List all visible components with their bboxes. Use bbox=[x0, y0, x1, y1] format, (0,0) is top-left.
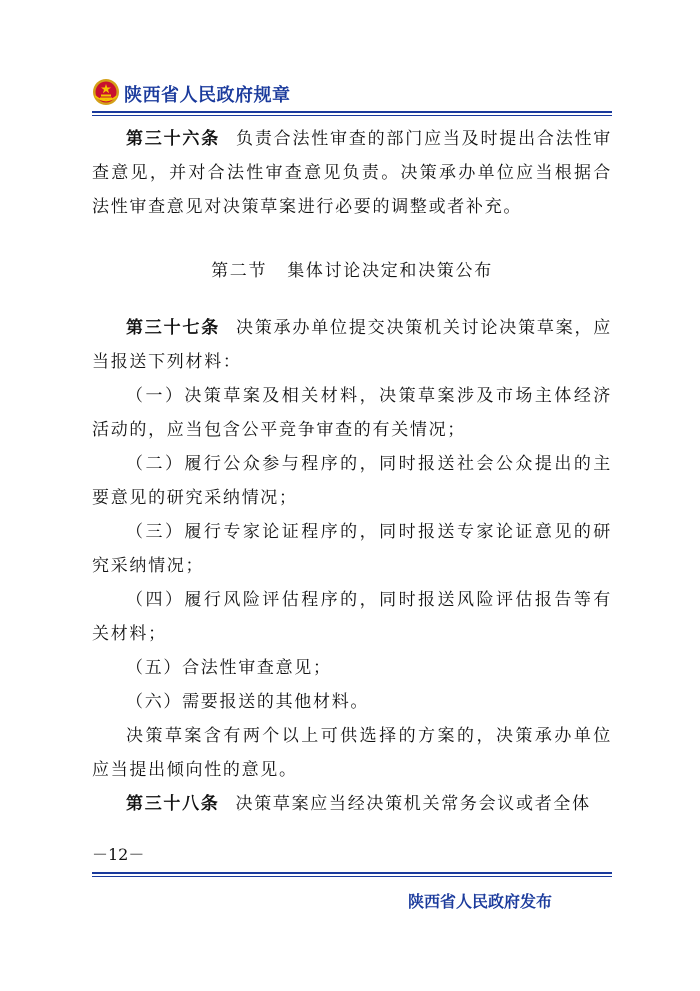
header-rule-thin bbox=[92, 115, 612, 116]
article-37-item: （四）履行风险评估程序的，同时报送风险评估报告等有关材料； bbox=[92, 590, 612, 644]
article-37-closing: 决策草案含有两个以上可供选择的方案的，决策承办单位应当提出倾向性的意见。 bbox=[92, 726, 612, 780]
article-37-label: 第三十七条 bbox=[126, 318, 221, 338]
section-title: 集体讨论决定和决策公布 bbox=[287, 261, 493, 281]
article-37-item: （三）履行专家论证程序的，同时报送专家论证意见的研究采纳情况； bbox=[92, 522, 612, 576]
national-emblem-icon bbox=[92, 78, 120, 106]
article-38 bbox=[92, 787, 612, 821]
article-37-text: 决策承办单位提交决策机关讨论决策草案，应当报送下列材料： bbox=[92, 318, 613, 372]
article-37-item: （六）需要报送的其他材料。 bbox=[126, 692, 370, 712]
article-37-item: （一）决策草案及相关材料，决策草案涉及市场主体经济活动的，应当包含公平竞争审查的有关情况； bbox=[92, 386, 612, 440]
page-number: －12－ bbox=[92, 845, 145, 864]
article-36 bbox=[92, 122, 612, 224]
article-37-item: （五）合法性审查意见； bbox=[126, 658, 332, 678]
page-header bbox=[92, 76, 612, 116]
footer-publisher: 陕西省人民政府发布 bbox=[407, 892, 552, 911]
section-number: 第二节 bbox=[211, 261, 268, 281]
section-heading bbox=[92, 256, 612, 281]
footer-rule-thin bbox=[92, 876, 612, 877]
article-38-label: 第三十八条 bbox=[126, 794, 220, 814]
article-36-label: 第三十六条 bbox=[126, 129, 221, 149]
header-title: 陕西省人民政府规章 bbox=[124, 85, 291, 106]
header-rule bbox=[92, 111, 612, 113]
article-37 bbox=[92, 311, 612, 379]
article-36-text: 负责合法性审查的部门应当及时提出合法性审查意见，并对合法性审查意见负责。决策承办单位应当根据合法性审查意见对决策草案进行必要的调整或者补充。 bbox=[92, 129, 613, 217]
article-38-text: 决策草案应当经决策机关常务会议或者全体 bbox=[235, 794, 591, 814]
document-body bbox=[92, 122, 612, 821]
article-37-item: （二）履行公众参与程序的，同时报送社会公众提出的主要意见的研究采纳情况； bbox=[92, 454, 612, 508]
footer-rule bbox=[92, 872, 612, 874]
